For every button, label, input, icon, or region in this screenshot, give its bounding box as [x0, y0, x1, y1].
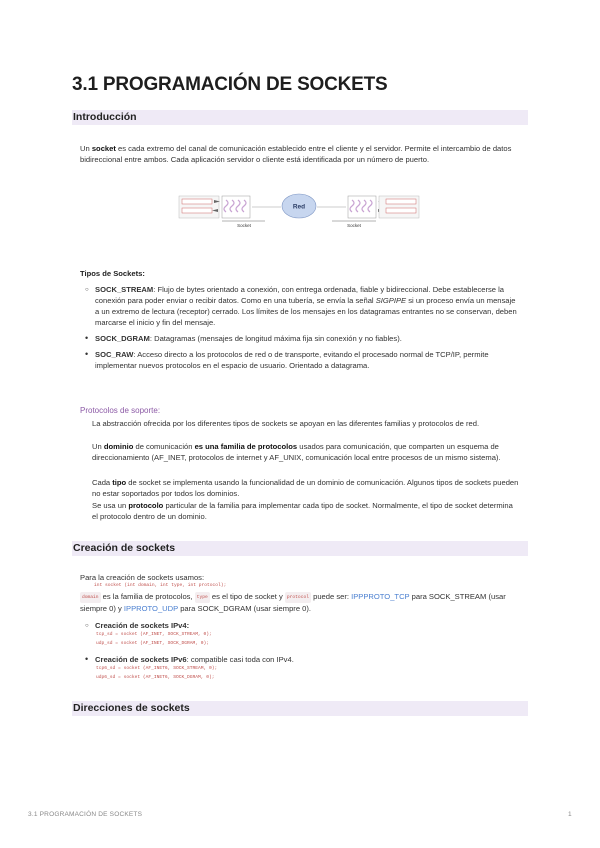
left-recv-buffer	[182, 208, 212, 213]
link-ipproto-udp[interactable]: IPPROTO_UDP	[123, 603, 179, 613]
left-send-buffer	[182, 199, 212, 204]
protocols-paragraph-3: Cada tipo de socket se implementa usando la funcionalidad de un dominio de comunicación. Algunos tipos de sockets pueden no estar soportados por todos los dominios.	[92, 478, 519, 498]
creation-intro: Para la creación de sockets usamos:	[80, 573, 205, 582]
left-socket-label: Socket	[237, 223, 251, 228]
creation-list	[82, 620, 518, 631]
code-protocol: protocol	[285, 592, 311, 603]
code-domain: domain	[80, 592, 101, 603]
protocols-paragraph-4: Se usa un protocolo particular de la familia para implementar cada tipo de socket. Normalmente, el tipo de socket determina el protocolo dentro de un dominio.	[92, 501, 513, 521]
ipv6-code-line-1: tcp6_sd = socket (AF_INET6, SOCK_STREAM, 0);	[96, 666, 218, 671]
right-send-buffer	[386, 208, 416, 213]
ipv4-code-line-1: tcp_sd = socket (AF_INET, SOCK_STREAM, 0);	[96, 632, 212, 637]
right-socket-label: Socket	[347, 223, 361, 228]
list-item-sock-stream: ○ SOCK_STREAM: Flujo de bytes orientado a conexión, con entrega ordenada, fiable y bidireccional. Debe establecerse la conexión para poder enviar o recibir datos. Como en una tubería, se envía la señal SIGPIPE si un proceso envía un mensaje a un extremo de lectura (receptor) cerrado. Los límites de los mensajes en los datagramas entrantes no se conservan, deben marcarse el inicio y fin del mensaje.	[82, 284, 518, 328]
page-footer: 3.1 PROGRAMACIÓN DE SOCKETS	[28, 811, 143, 818]
list-item-ipv6: • Creación de sockets IPv6: compatible casi toda con IPv4.	[82, 654, 518, 665]
list-item-ipv4: ○ Creación de sockets IPv4:	[82, 620, 518, 631]
list-item-soc-raw: • SOC_RAW: Acceso directo a los protocolos de red o de transporte, evitando el procesado normal de TCP/IP, permite implementar nuevos protocolos en el espacio de usuario. Orientado a datagrama.	[82, 349, 518, 371]
left-socket-box	[222, 196, 250, 218]
creation-params-paragraph: domain es la familia de protocolos, type es el tipo de socket y protocol puede ser: IPPPROTO_TCP para SOCK_STREAM (usar siempre 0) y IPPROTO_UDP para SOCK_DGRAM (usar siempre 0).	[80, 592, 506, 613]
protocols-heading: Protocolos de soporte:	[80, 406, 161, 415]
socket-signature-code: int socket (int domain, int type, int protocol);	[94, 583, 227, 588]
right-recv-buffer	[386, 199, 416, 204]
socket-diagram	[178, 190, 420, 230]
list-item-sock-dgram: • SOCK_DGRAM: Datagramas (mensajes de longitud máxima fija sin conexión y no fiables).	[82, 333, 518, 344]
network-label: Red	[292, 203, 306, 211]
code-type: type	[195, 592, 210, 603]
section-heading-addresses: Direcciones de sockets	[72, 701, 528, 716]
page-title: 3.1 PROGRAMACIÓN DE SOCKETS	[72, 74, 388, 95]
intro-paragraph: Un socket es cada extremo del canal de comunicación establecido entre el cliente y el servidor. Permite el intercambio de datos bidireccional entre ambos. Cada aplicación servidor o cliente está identificada por un número de puerto.	[80, 144, 512, 164]
page-number: 1	[568, 811, 572, 818]
ipv6-code-line-2: udp6_sd = socket (AF_INET6, SOCK_DGRAM, 0);	[96, 675, 215, 680]
creation-list-ipv6	[82, 654, 518, 665]
types-heading: Tipos de Sockets:	[80, 269, 145, 278]
protocols-paragraph-1: La abstracción ofrecida por los diferentes tipos de sockets se apoyan en las diferentes familias y protocolos de red.	[92, 419, 480, 428]
section-heading-creation: Creación de sockets	[72, 541, 528, 556]
protocols-paragraph-2: Un dominio de comunicación es una familia de protocolos usados para comunicación, que comparten un esquema de direccionamiento (AF_INET, protocolos de internet y AF_UNIX, comunicación local entre procesos de un mismo sistema).	[92, 442, 501, 462]
right-socket-box	[348, 196, 376, 218]
link-ipproto-tcp[interactable]: IPPPROTO_TCP	[351, 592, 410, 601]
ipv4-code-line-2: udp_sd = socket (AF_INET, SOCK_DGRAM, 0);	[96, 641, 210, 646]
section-heading-intro: Introducción	[72, 110, 528, 125]
socket-types-list	[82, 284, 518, 376]
